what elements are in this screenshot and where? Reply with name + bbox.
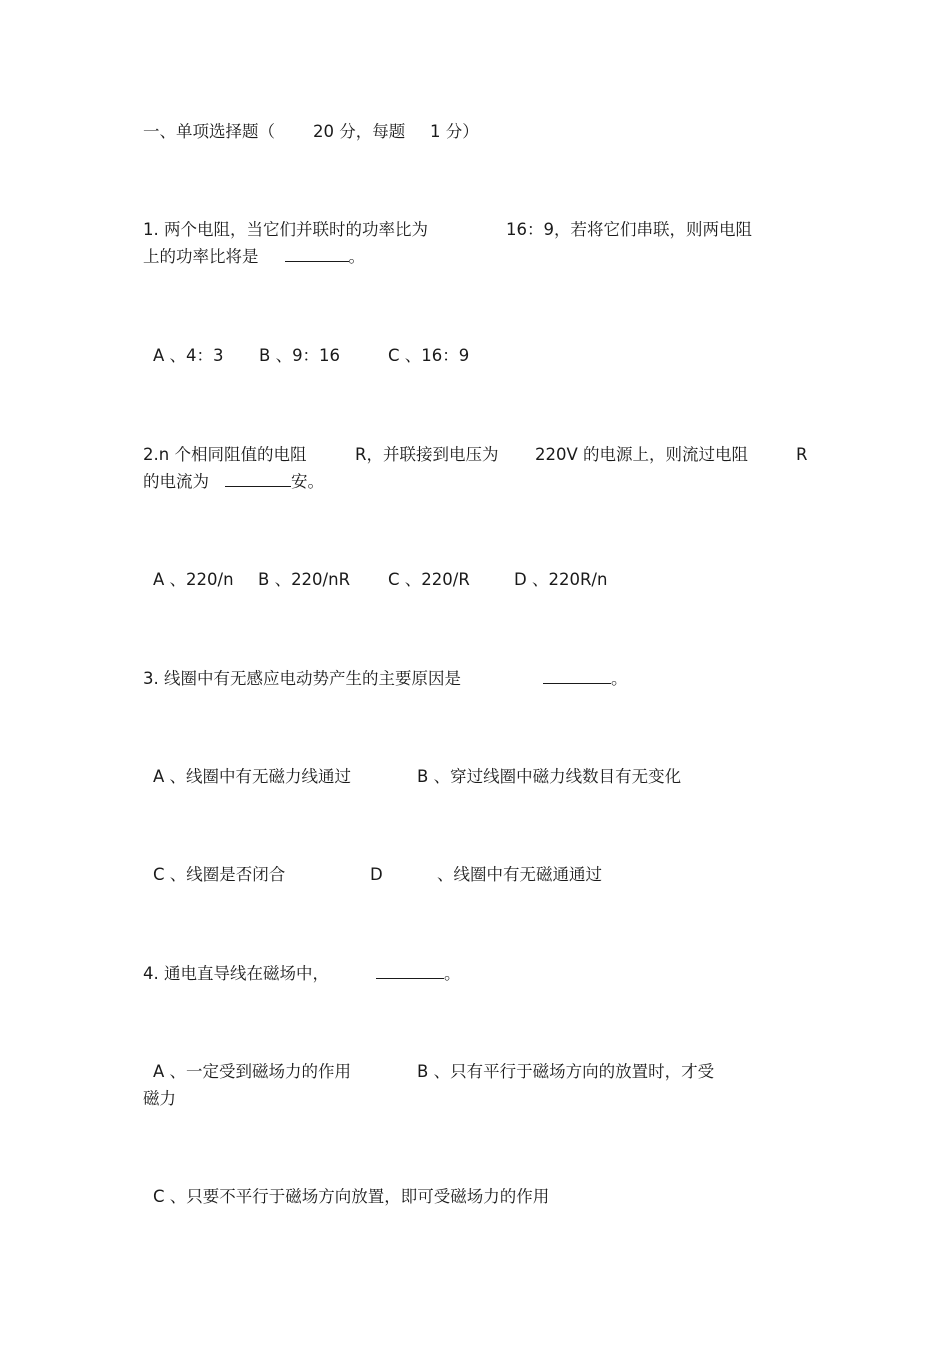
q1-answer-blank	[285, 247, 349, 262]
q3-option-d-text: 、线圈中有无磁通通过	[437, 865, 602, 884]
q4-text-part1: 4. 通电直导线在磁场中，	[143, 964, 329, 983]
q4-text-end: 。	[444, 964, 461, 983]
q3-text-end: 。	[611, 669, 628, 688]
q2-text-part3: 220V 的电源上，则流过电阻	[535, 445, 749, 464]
q3-option-b: B 、穿过线圈中磁力线数目有无变化	[417, 767, 682, 786]
q1-text-part2: 16：9，若将它们串联，则两电阻	[506, 220, 752, 239]
q2-option-d: D 、220R/n	[514, 570, 608, 589]
q2-option-a: A 、220/n	[153, 570, 234, 589]
q1-text-line2-end: 。	[348, 247, 365, 266]
q3-text-part1: 3. 线圈中有无感应电动势产生的主要原因是	[143, 669, 461, 688]
q2-text-part2: R，并联接到电压为	[355, 445, 499, 464]
q1-option-b: B 、9：16	[259, 346, 341, 365]
q3-answer-blank	[543, 669, 611, 684]
q4-option-b-continued: 磁力	[143, 1089, 176, 1108]
q4-option-a: A 、一定受到磁场力的作用	[153, 1062, 352, 1081]
q4-option-b: B 、只有平行于磁场方向的放置时，才受	[417, 1062, 715, 1081]
section-heading-part1: 一、单项选择题（	[143, 122, 275, 141]
q3-option-a: A 、线圈中有无磁力线通过	[153, 767, 352, 786]
q3-option-c: C 、线圈是否闭合	[153, 865, 286, 884]
q2-text-line2-label: 的电流为	[143, 472, 209, 491]
q3-option-d-letter: D	[370, 865, 383, 884]
q1-text-line2	[143, 247, 365, 267]
q2-text-line2	[143, 472, 324, 492]
q3-text-part2	[543, 669, 628, 689]
q2-option-b: B 、220/nR	[258, 570, 351, 589]
q2-text-part1: 2.n 个相同阻值的电阻	[143, 445, 307, 464]
q4-answer-blank	[376, 964, 444, 979]
section-heading-part2: 20 分，每题	[313, 122, 406, 141]
q2-answer-blank	[225, 472, 291, 487]
q1-text-line2-label: 上的功率比将是	[143, 247, 259, 266]
q2-option-c: C 、220/R	[388, 570, 470, 589]
q1-option-a: A 、4：3	[153, 346, 224, 365]
q1-option-c: C 、16：9	[388, 346, 470, 365]
q2-text-part4: R	[796, 445, 808, 464]
q4-text-part2	[376, 964, 461, 984]
q1-text-part1: 1. 两个电阻，当它们并联时的功率比为	[143, 220, 428, 239]
q4-option-c: C 、只要不平行于磁场方向放置，即可受磁场力的作用	[153, 1187, 550, 1206]
q2-text-line2-end: 安。	[291, 472, 324, 491]
section-heading-part3: 1 分）	[430, 122, 479, 141]
